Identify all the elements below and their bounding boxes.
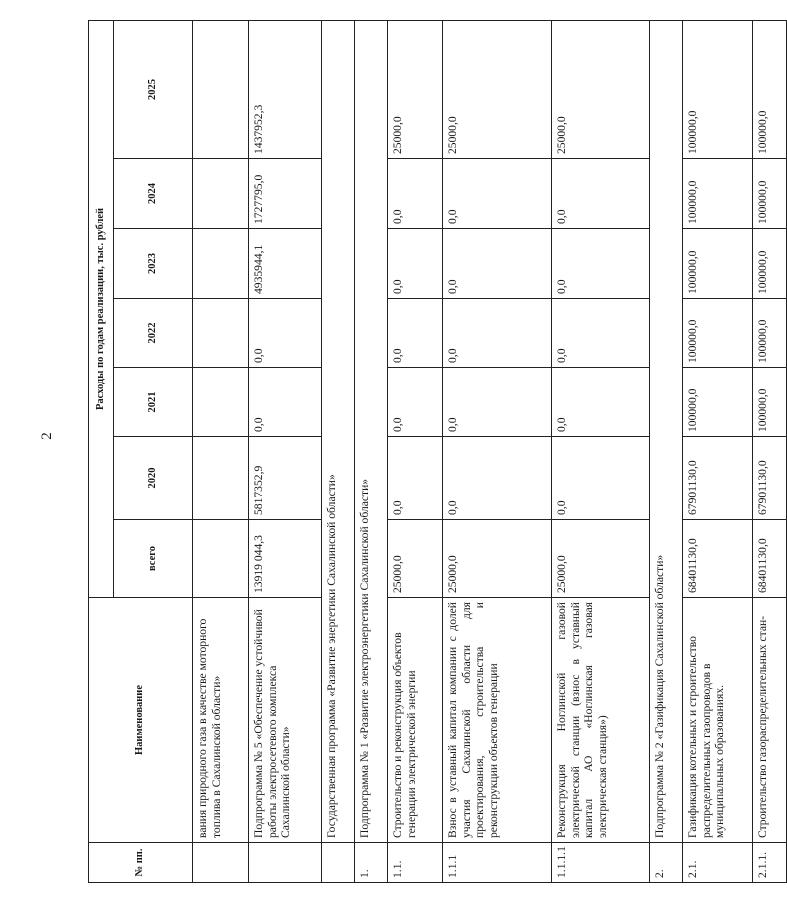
- year-2025-cell: 25000,0: [443, 20, 552, 158]
- year-2024-cell: [193, 159, 249, 229]
- header-year: 2020: [114, 437, 193, 520]
- year-2022-cell: 0,0: [443, 299, 552, 368]
- year-2021-cell: 0,0: [443, 368, 552, 437]
- table-row: [249, 20, 322, 882]
- row-name: Газификация котельных и строительство распределительных газопроводов в муниципальных образованиях.: [683, 598, 753, 843]
- year-2023-cell: 4935944,1: [249, 229, 322, 299]
- section-row: [322, 20, 355, 882]
- year-2020-cell: 0,0: [443, 437, 552, 520]
- year-2021-cell: 0,0: [249, 368, 322, 437]
- year-2025-cell: 25000,0: [388, 20, 443, 158]
- section-title: Государственная программа «Развитие энергетики Сахалинской области»: [322, 20, 355, 842]
- table-body: [193, 20, 787, 882]
- year-2023-cell: [193, 229, 249, 299]
- expenses-table: [88, 20, 787, 883]
- year-2025-cell: 25000,0: [552, 20, 650, 158]
- row-index: [322, 843, 355, 883]
- table-row: [443, 20, 552, 882]
- year-2025-cell: 100000,0: [683, 20, 753, 158]
- table-row: [552, 20, 650, 882]
- year-2020-cell: 0,0: [552, 437, 650, 520]
- year-2024-cell: 0,0: [552, 159, 650, 229]
- header-expenses: Расходы по годам реализации, тыс. рублей: [89, 20, 114, 597]
- header-name: Наименование: [89, 598, 193, 843]
- table-row: [753, 20, 787, 882]
- year-2022-cell: 0,0: [249, 299, 322, 368]
- year-2021-cell: 100000,0: [753, 368, 787, 437]
- total-cell: 68401130,0: [683, 520, 753, 598]
- row-index: 1.: [355, 843, 388, 883]
- header-year: 2022: [114, 299, 193, 368]
- header-year: 2021: [114, 368, 193, 437]
- table-row: [388, 20, 443, 882]
- year-2022-cell: [193, 299, 249, 368]
- row-name: Подпрограмма № 5 «Обеспечение устойчивой работы электросетевого комплекса Сахалинской области»: [249, 598, 322, 843]
- row-index: 1.1.: [388, 843, 443, 883]
- row-index: 1.1.1.1: [552, 843, 650, 883]
- table-row: [193, 20, 249, 882]
- year-2024-cell: 0,0: [388, 159, 443, 229]
- row-index: 2.1.1.: [753, 843, 787, 883]
- row-index: [249, 843, 322, 883]
- row-name: Взнос в уставный капитал компании с долей участия Сахалинской области для проектирования, строительства и реконструкции объектов генерации: [443, 598, 552, 843]
- year-2021-cell: 0,0: [552, 368, 650, 437]
- year-2022-cell: 0,0: [388, 299, 443, 368]
- header-total: всего: [114, 520, 193, 598]
- section-row: [650, 20, 683, 882]
- section-title: Подпрограмма № 1 «Развитие электроэнергетики Сахалинской области»: [355, 20, 388, 842]
- row-index: 1.1.1: [443, 843, 552, 883]
- total-cell: [193, 520, 249, 598]
- rotated-table-wrapper: [88, 21, 769, 883]
- year-2020-cell: 67901130,0: [683, 437, 753, 520]
- header-year: 2024: [114, 159, 193, 229]
- year-2024-cell: 1727795,0: [249, 159, 322, 229]
- row-index: 2.1.: [683, 843, 753, 883]
- total-cell: 25000,0: [388, 520, 443, 598]
- year-2021-cell: 100000,0: [683, 368, 753, 437]
- header-year: 2025: [114, 20, 193, 158]
- row-index: 2.: [650, 843, 683, 883]
- section-row: [355, 20, 388, 882]
- row-name: Строительство и реконструкция объектов генерации электрической энергии: [388, 598, 443, 843]
- row-name: Реконструкция Ноглинской газовой электрической станции (взнос в уставный капитал АО «Ноглинская газовая электрическая станция»): [552, 598, 650, 843]
- total-cell: 25000,0: [552, 520, 650, 598]
- total-cell: 25000,0: [443, 520, 552, 598]
- year-2024-cell: 100000,0: [753, 159, 787, 229]
- year-2025-cell: 100000,0: [753, 20, 787, 158]
- year-2025-cell: 1437952,3: [249, 20, 322, 158]
- row-name: Строительство газораспределительных стан-: [753, 598, 787, 843]
- total-cell: 13919 044,3: [249, 520, 322, 598]
- year-2022-cell: 0,0: [552, 299, 650, 368]
- page-number: 2: [39, 432, 55, 440]
- year-2020-cell: 67901130,0: [753, 437, 787, 520]
- header-year: 2023: [114, 229, 193, 299]
- row-index: [193, 843, 249, 883]
- year-2022-cell: 100000,0: [753, 299, 787, 368]
- year-2023-cell: 0,0: [552, 229, 650, 299]
- total-cell: 68401130,0: [753, 520, 787, 598]
- year-2020-cell: 0,0: [388, 437, 443, 520]
- year-2023-cell: 100000,0: [683, 229, 753, 299]
- year-2025-cell: [193, 20, 249, 158]
- header-index: № пп.: [89, 843, 193, 883]
- header-row-1: [89, 20, 114, 882]
- year-2020-cell: [193, 437, 249, 520]
- year-2023-cell: 0,0: [388, 229, 443, 299]
- row-name: вания природного газа в качестве моторного топлива в Сахалинской области»: [193, 598, 249, 843]
- table-row: [683, 20, 753, 882]
- year-2021-cell: [193, 368, 249, 437]
- year-2024-cell: 100000,0: [683, 159, 753, 229]
- year-2020-cell: 5817352,9: [249, 437, 322, 520]
- year-2023-cell: 100000,0: [753, 229, 787, 299]
- year-2024-cell: 0,0: [443, 159, 552, 229]
- section-title: Подпрограмма № 2 «Газификация Сахалинской области»: [650, 20, 683, 842]
- year-2023-cell: 0,0: [443, 229, 552, 299]
- year-2021-cell: 0,0: [388, 368, 443, 437]
- year-2022-cell: 100000,0: [683, 299, 753, 368]
